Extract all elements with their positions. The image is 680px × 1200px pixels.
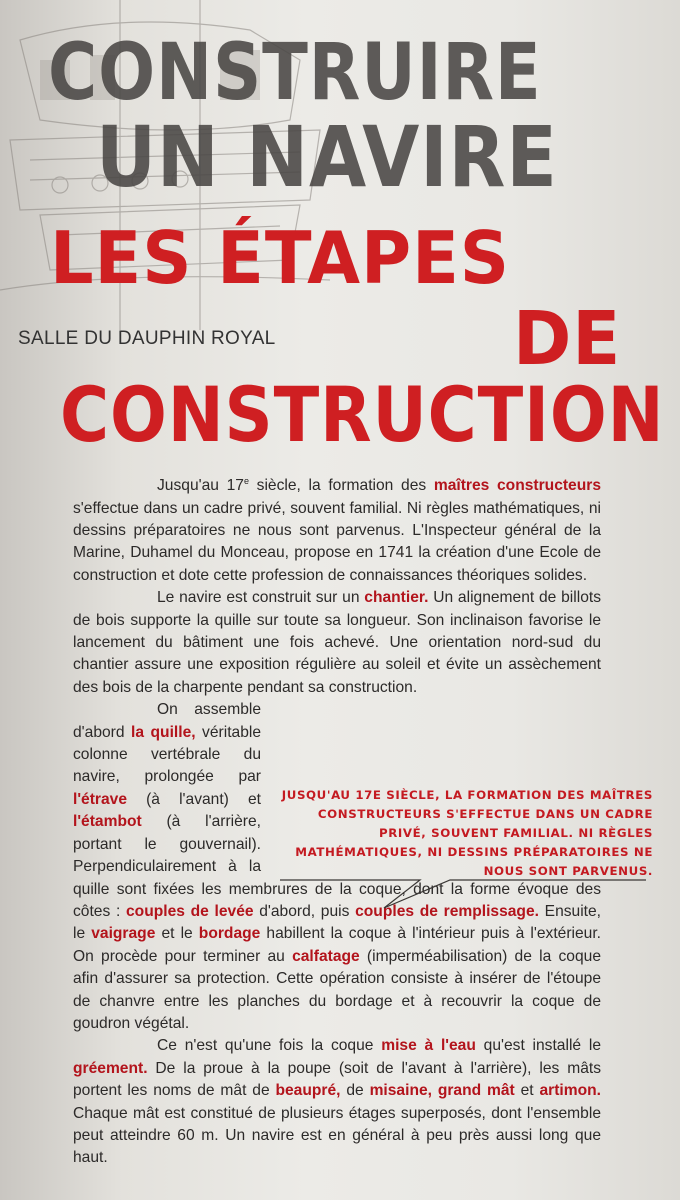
term-misaine-grand-mat: misaine, grand mât <box>369 1082 515 1100</box>
subtitle-line-construction: CONSTRUCTION <box>60 370 665 459</box>
paragraph-2: Le navire est construit sur un chantier. Un alignement de billots de bois supporte la quille sur toute sa longueur. Son inclinaison favorise le lancement du bâtiment une fois achevé. Une orientation nord-sud du chantier assure une exposition régulière au soleil et évite un assèchement des bois de la charpente pendant sa construction. <box>73 589 601 696</box>
term-maitres-constructeurs: maîtres constructeurs <box>433 477 601 495</box>
paragraph-1: Jusqu'au 17e siècle, la formation des maîtres constructeurs s'effectue dans un cadre privé, souvent familial. Ni règles mathématiques, ni dessins préparatoires ne nous sont parvenus. L'Inspecteur général de la Marine, Duhamel du Monceau, propose en 1741 la création d'une Ecole de construction et dote cette profession de connaissances théoriques solides. <box>73 476 601 584</box>
title-line-construire: CONSTRUIRE <box>48 28 542 118</box>
room-label: SALLE DU DAUPHIN ROYAL <box>18 328 276 349</box>
term-etambot: l'étambot <box>73 813 142 831</box>
term-quille: la quille, <box>131 723 196 741</box>
subtitle-line-les-etapes: LES ÉTAPES <box>50 216 511 300</box>
term-couples-levee: couples de levée <box>126 902 254 920</box>
term-couples-remplissage: couples de remplissage. <box>355 902 539 920</box>
term-vaigrage: vaigrage <box>91 925 156 943</box>
term-greement: gréement. <box>73 1059 148 1077</box>
term-chantier: chantier. <box>364 589 429 607</box>
paragraph-3: On assemble d'abord la quille, véritable colonne vertébrale du navire, prolongée par l'étrave (à l'avant) et l'étambot (à l'arrière, portant le gouvernail). Perpendiculairement à la quille sont fixées les membrures de la coque, dont la forme évoque des côtes : couples de levée d'abord, puis couples de remplissage. Ensuite, le vaigrage et le bordage habillent la coque à l'intérieur puis à l'extérieur. On procède pour terminer au calfatage (imperméabilisation) de la coque afin d'assurer sa protection. Cette opération consiste à insérer de l'étoupe de chanvre entre les planches du bordage et à recouvrir la coque de goudron végétal. <box>73 701 602 1032</box>
term-mise-a-leau: mise à l'eau <box>381 1037 476 1055</box>
term-beaupre: beaupré, <box>275 1082 341 1100</box>
paragraph-4: Ce n'est qu'une fois la coque mise à l'eau qu'est installé le gréement. De la proue à la poupe (soit de l'avant à l'arrière), les mâts portent les noms de mât de beaupré, de misaine, grand mât et artimon. Chaque mât est constitué de plusieurs étages superposés, dont l'ensemble peut atteindre 60 m. Un navire est en général à peu près aussi long que haut. <box>73 1037 601 1167</box>
term-calfatage: calfatage <box>292 947 360 965</box>
subtitle-line-de: DE <box>513 296 622 382</box>
term-etrave: l'étrave <box>73 790 127 808</box>
pull-quote: JUSQU'AU 17E SIÈCLE, LA FORMATION DES MAÎTRES CONSTRUCTEURS S'EFFECTUE DANS UN CADRE PRIVÉ, SOUVENT FAMILIAL. NI RÈGLES MATHÉMATIQUES, NI DESSINS PRÉPARATOIRES NE NOUS SONT PARVENUS. <box>281 788 653 878</box>
term-artimon: artimon. <box>539 1082 601 1100</box>
speech-bubble-line <box>280 868 660 912</box>
title-line-un-navire: UN NAVIRE <box>96 108 558 206</box>
term-bordage: bordage <box>198 925 261 943</box>
